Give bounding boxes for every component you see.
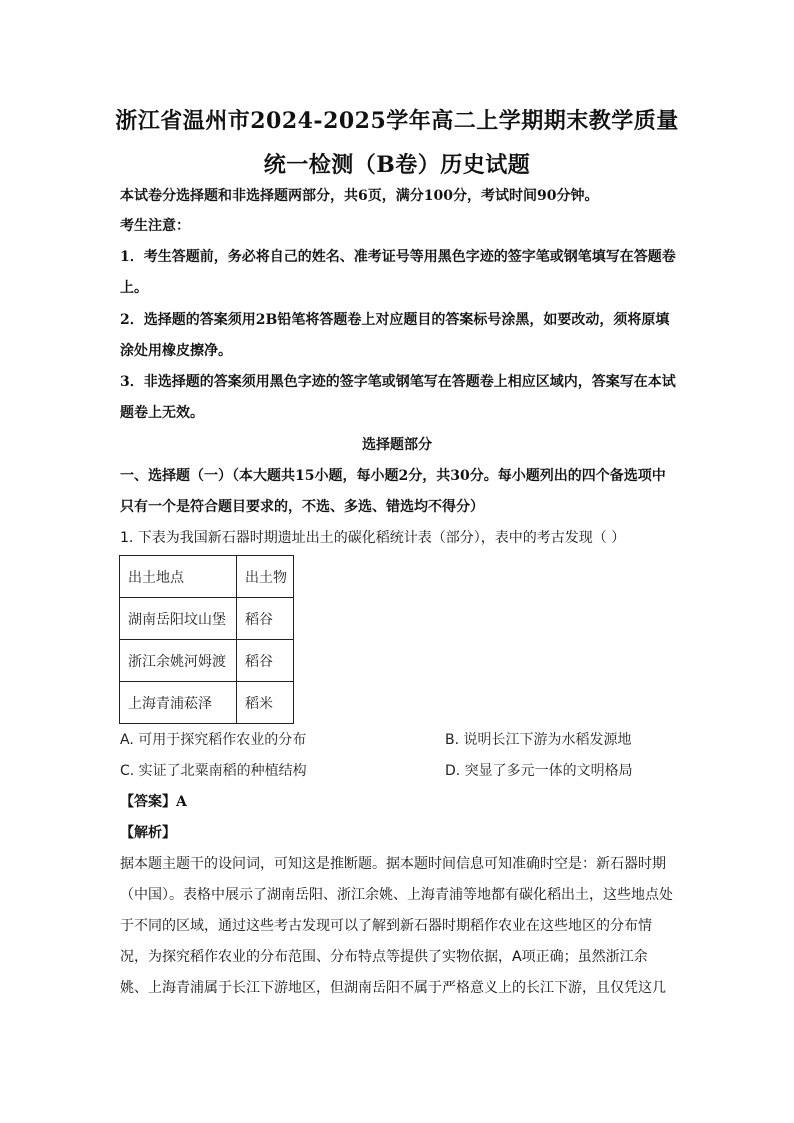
section-title: 选择题部分 — [362, 437, 432, 453]
question-1-stem: 1. 下表为我国新石器时期遗址出土的碳化稻统计表（部分），表中的考古发现（ ） — [120, 530, 626, 546]
analysis-label: 【解析】 — [120, 825, 176, 841]
answer-label: 【答案】A — [120, 794, 187, 810]
table-cell: 湖南岳阳坟山堡 — [120, 598, 237, 640]
option-d: D. 突显了多元一体的文明格局 — [445, 763, 633, 779]
notice-item-2-cont: 涂处用橡皮擦净。 — [120, 343, 232, 359]
analysis-line: 况，为探究稻作农业的分布范围、分布特点等提供了实物依据，A项正确；虽然浙江余 — [120, 949, 648, 965]
table-cell: 浙江余姚河姆渡 — [120, 640, 237, 682]
table-header-cell: 出土物 — [237, 556, 294, 598]
document-title-line1: 浙江省温州市2024-2025学年高二上学期期末教学质量 — [115, 108, 679, 134]
option-c: C. 实证了北粟南稻的种植结构 — [120, 763, 307, 779]
table-cell: 稻米 — [237, 682, 294, 724]
table-header-row — [120, 556, 294, 598]
part-heading: 一、选择题（一）（本大题共15小题，每小题2分，共30分。每小题列出的四个备选项中 — [120, 468, 666, 484]
notice-item-3: 3．非选择题的答案须用黑色字迹的签字笔或钢笔写在答题卷上相应区域内，答案写在本试 — [120, 374, 676, 390]
table-row — [120, 598, 294, 640]
table-cell: 稻谷 — [237, 640, 294, 682]
part-heading-cont: 只有一个是符合题目要求的，不选、多选、错选均不得分） — [120, 499, 484, 515]
document-title-line2: 统一检测（B卷）历史试题 — [263, 152, 531, 178]
analysis-line: 据本题主题干的设问词，可知这是推断题。据本题时间信息可知准确时空是：新石器时期 — [120, 856, 666, 872]
table-row — [120, 682, 294, 724]
notice-item-1: 1．考生答题前，务必将自己的姓名、准考证号等用黑色字迹的签字笔或钢笔填写在答题卷 — [120, 249, 676, 265]
exam-intro: 本试卷分选择题和非选择题两部分，共6页，满分100分，考试时间90分钟。 — [120, 188, 599, 204]
question-1-table — [119, 555, 294, 724]
analysis-line: 于不同的区域，通过这些考古发现可以了解到新石器时期稻作农业在这些地区的分布情 — [120, 918, 652, 934]
table-cell: 上海青浦菘泽 — [120, 682, 237, 724]
notice-heading: 考生注意： — [120, 218, 190, 234]
table-cell: 稻谷 — [237, 598, 294, 640]
option-a: A. 可用于探究稻作农业的分布 — [120, 732, 307, 748]
table-header-cell: 出土地点 — [120, 556, 237, 598]
table-row — [120, 640, 294, 682]
analysis-line: （中国）。表格中展示了湖南岳阳、浙江余姚、上海青浦等地都有碳化稻出土，这些地点处 — [120, 887, 673, 903]
analysis-line: 姚、上海青浦属于长江下游地区，但湖南岳阳不属于严格意义上的长江下游，且仅凭这几 — [120, 980, 666, 996]
notice-item-1-cont: 上。 — [120, 280, 148, 296]
notice-item-3-cont: 题卷上无效。 — [120, 405, 204, 421]
option-b: B. 说明长江下游为水稻发源地 — [445, 732, 632, 748]
notice-item-2: 2．选择题的答案须用2B铅笔将答题卷上对应题目的答案标号涂黑，如要改动，须将原填 — [120, 312, 670, 328]
